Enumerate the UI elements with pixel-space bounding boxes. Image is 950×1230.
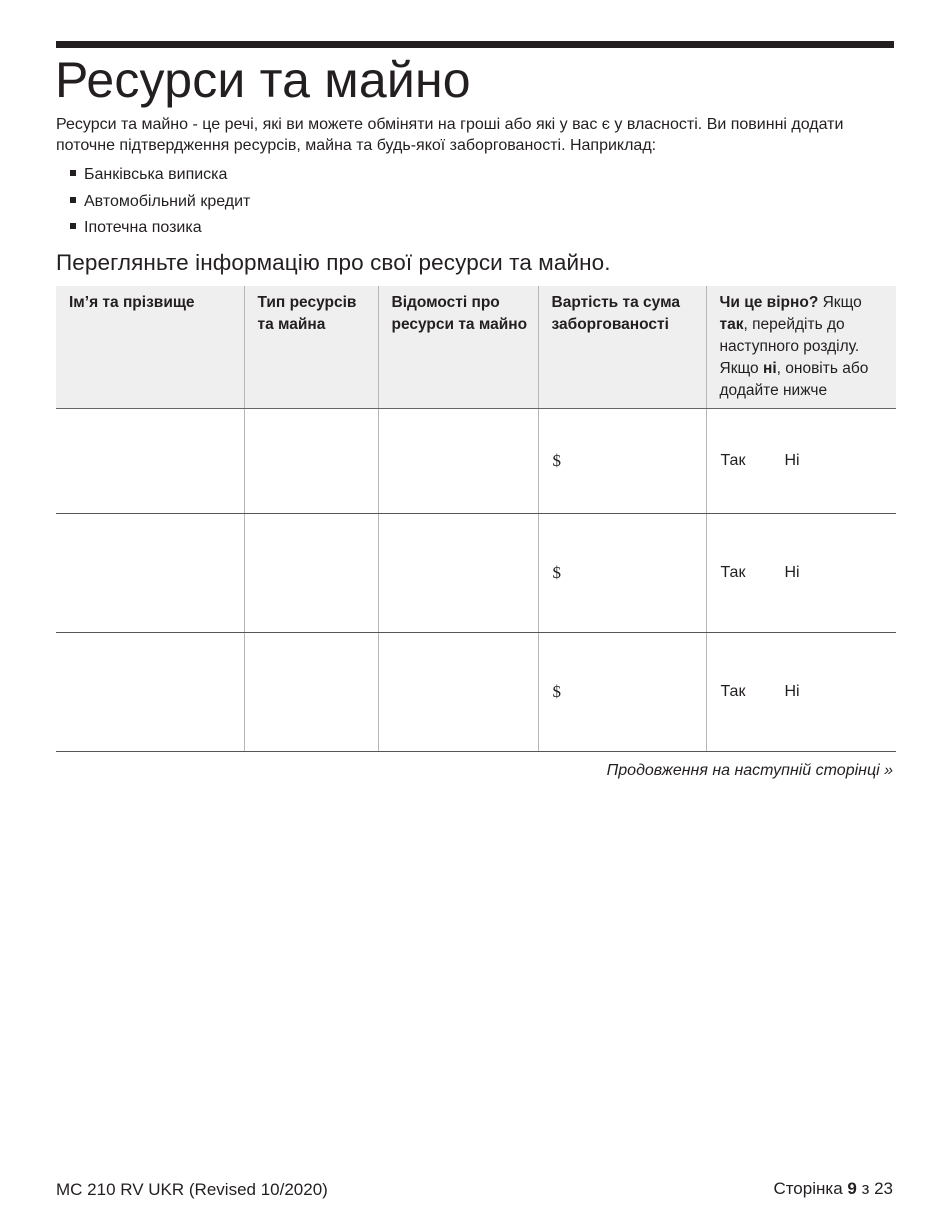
top-rule: [56, 41, 894, 48]
list-item: [70, 162, 250, 189]
correct-cell: [706, 514, 896, 633]
details-cell[interactable]: [378, 633, 538, 752]
example-label: Автомобільний кредит: [84, 192, 251, 210]
value-cell[interactable]: [538, 409, 706, 514]
correct-cell: [706, 633, 896, 752]
page-title: Ресурси та майно: [55, 52, 471, 108]
table-header-row: [56, 286, 896, 409]
example-label: Банківська виписка: [84, 166, 228, 183]
header-type: Тип ресурсів та майна: [244, 286, 378, 409]
list-item: [70, 215, 250, 242]
type-cell[interactable]: [244, 514, 378, 633]
page-total: з 23: [856, 1179, 893, 1198]
page-indicator: [773, 1178, 893, 1200]
yes-option[interactable]: Так: [720, 452, 746, 469]
dollar-sign: $: [552, 563, 561, 582]
header-correct-question: Чи це вірно?: [719, 294, 819, 311]
continued-note: Продовження на наступній сторінці »: [606, 762, 893, 779]
no-option[interactable]: Ні: [784, 564, 800, 581]
header-correct-no: ні: [762, 360, 777, 377]
no-option[interactable]: Ні: [784, 452, 800, 469]
value-cell[interactable]: [538, 514, 706, 633]
header-correct-text-3: , оновіть або додайте нижче: [719, 360, 869, 399]
dollar-sign: $: [552, 451, 561, 470]
header-value: Вартість та сума заборгованості: [538, 286, 706, 409]
assets-table: [56, 286, 896, 752]
bullet-icon: [70, 170, 76, 176]
value-cell[interactable]: [538, 633, 706, 752]
form-id: MC 210 RV UKR (Revised 10/2020): [56, 1180, 328, 1199]
no-option[interactable]: Ні: [784, 683, 800, 700]
yes-option[interactable]: Так: [720, 683, 746, 700]
yes-option[interactable]: Так: [720, 564, 746, 581]
table-row: [56, 514, 896, 633]
examples-list: [70, 162, 250, 242]
section-heading: Перегляньте інформацію про свої ресурси та майно.: [56, 250, 611, 275]
example-label: Іпотечна позика: [84, 219, 202, 236]
header-correct-yes: так: [719, 316, 744, 333]
page-number: 9: [847, 1179, 857, 1198]
details-cell[interactable]: [378, 514, 538, 633]
header-correct: [706, 286, 896, 409]
header-correct-text-2: , перейдіть до наступного розділу. Якщо: [719, 316, 860, 377]
dollar-sign: $: [552, 682, 561, 701]
details-cell[interactable]: [378, 409, 538, 514]
table-row: [56, 633, 896, 752]
correct-cell: [706, 409, 896, 514]
header-details: Відомості про ресурси та майно: [378, 286, 538, 409]
page-label: Сторінка: [773, 1179, 848, 1198]
header-correct-text-1: Якщо: [818, 294, 862, 311]
bullet-icon: [70, 197, 76, 203]
list-item: [70, 189, 250, 216]
name-cell[interactable]: [56, 514, 244, 633]
table-row: [56, 409, 896, 514]
type-cell[interactable]: [244, 633, 378, 752]
name-cell[interactable]: [56, 633, 244, 752]
bullet-icon: [70, 223, 76, 229]
name-cell[interactable]: [56, 409, 244, 514]
type-cell[interactable]: [244, 409, 378, 514]
header-name: Ім’я та прізвище: [56, 286, 244, 409]
intro-text: Ресурси та майно - це речі, які ви можете обміняти на гроші або які у вас є у власності. Ви повинні додати поточне підтвердження ресурсів, майна та будь-якої заборгованості. Наприклад:: [56, 116, 844, 154]
